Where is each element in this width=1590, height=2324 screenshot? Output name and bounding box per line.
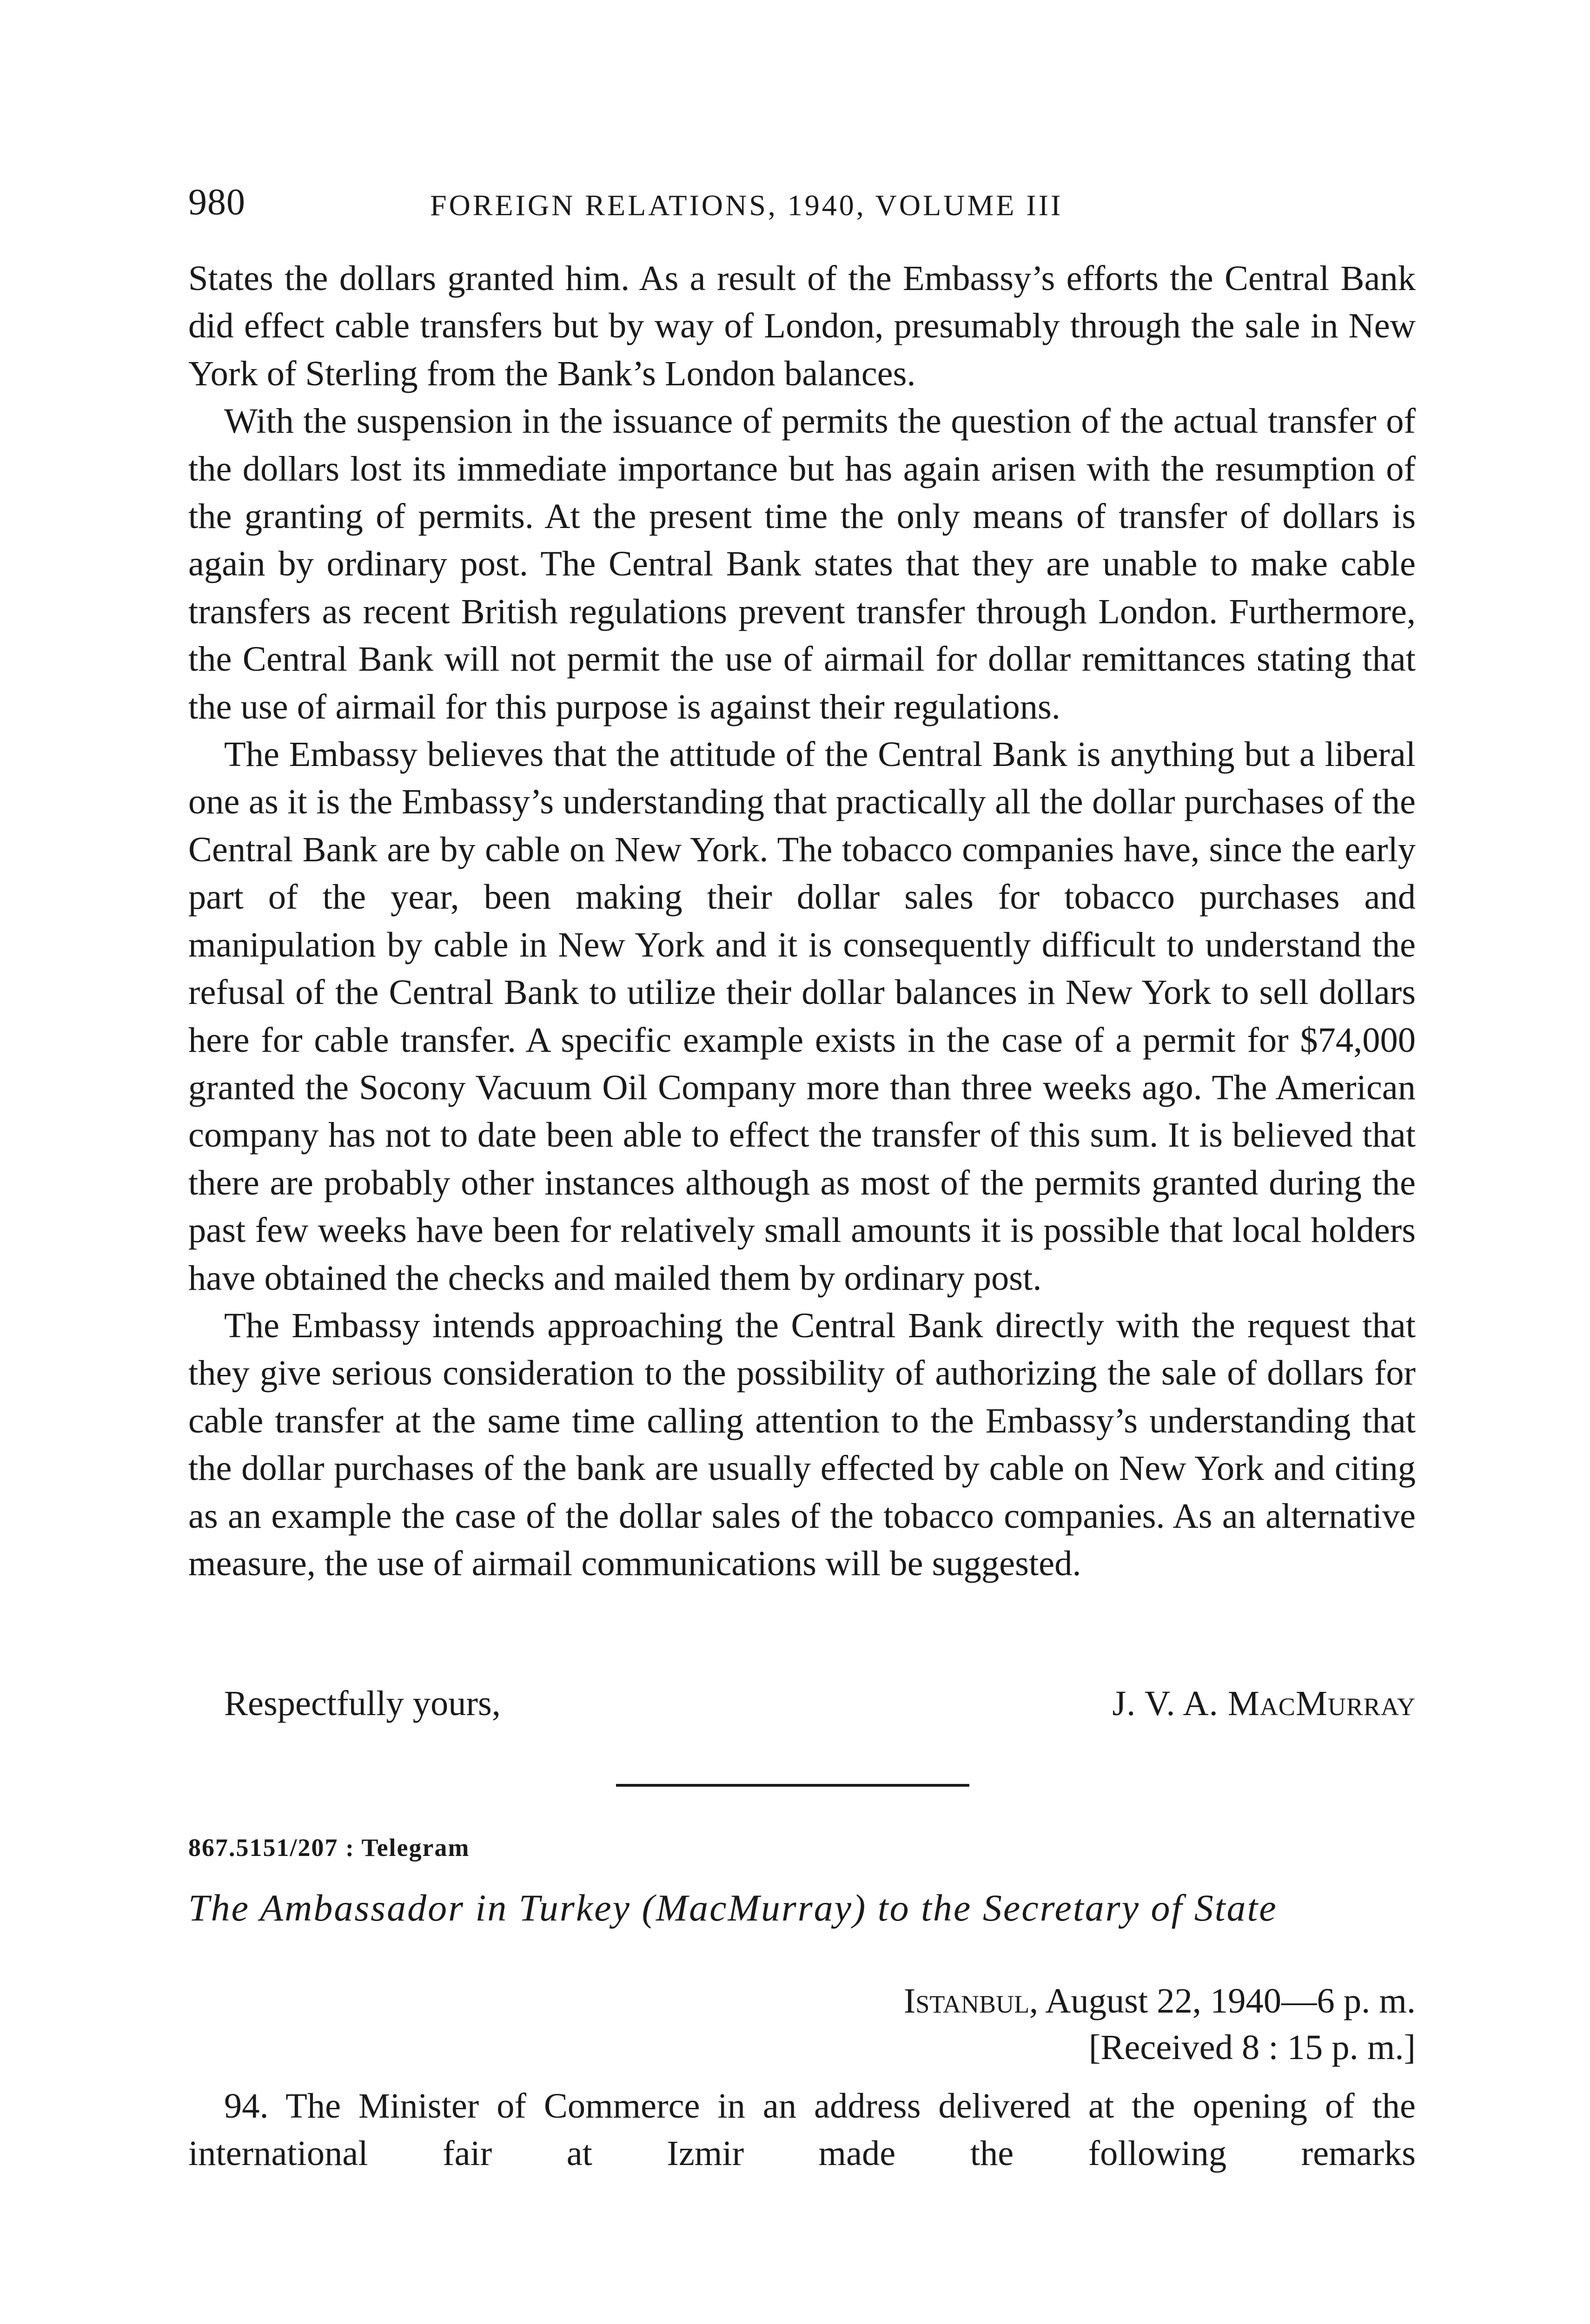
body-paragraph: The Embassy believes that the attitude of the Central Bank is anything but a liberal one as it is the Embassy’s understanding that practically all the dollar purchases of the Central Bank are by cable on New York. The tobacco companies have, since the early part of the year, been making their dollar sales for tobacco purchases and manipulation by cable in New York and it is consequently difficult to understand the refusal of the Central Bank to utilize their dollar balances in New York to sell dollars here for cable transfer. A specific example exists in the case of a permit for $74,000 granted the Socony Vacuum Oil Company more than three weeks ago. The American company has not to date been able to effect the transfer of this sum. It is believed that there are probably other instances although as most of the permits granted during the past few weeks have been for relatively small amounts it is possible that local holders have obtained the checks and mailed them by ordinary post. (188, 734, 1416, 1298)
page-number: 980 (188, 182, 245, 223)
dateline-date: August 22, 1940—6 p. m. (1045, 1981, 1416, 2020)
body-paragraph: The Embassy intends approaching the Central Bank directly with the request that they give serious consideration to the possibility of authorizing the sale of dollars for cable transfer at the same time calling attention to the Embassy’s understanding that the dollar purchases of the bank are usually effected by cable on New York and citing as an example the case of the dollar sales of the tobacco companies. As an alternative measure, the use of airmail communications will be suggested. (188, 1305, 1416, 1583)
dateline (904, 1978, 1416, 2071)
telegram-body (188, 2082, 1416, 2178)
section-divider (616, 1784, 969, 1787)
signature: J. V. A. MacMurray (1112, 1684, 1416, 1723)
body-paragraph: States the dollars granted him. As a result of the Embassy’s efforts the Central Bank did effect cable transfers but by way of London, presumably through the sale in New York of Sterling from the Bank’s London balances. (188, 258, 1416, 393)
body-paragraph: With the suspension in the issuance of permits the question of the actual transfer of the dollars lost its immediate importance but has again arisen with the resumption of the granting of permits. At the present time the only means of transfer of dollars is again by ordinary post. The Central Bank states that they are unable to make cable transfers as recent British regulations prevent transfer through London. Furthermore, the Central Bank will not permit the use of airmail for dollar remittances stating that the use of airmail for this purpose is against their regulations. (188, 401, 1416, 726)
running-head: FOREIGN RELATIONS, 1940, VOLUME III (430, 189, 1063, 222)
dateline-place: Istanbul, (903, 1981, 1039, 2020)
complimentary-close: Respectfully yours, (224, 1684, 501, 1723)
letter-closing (224, 1680, 1416, 1727)
letter-body (188, 255, 1416, 1587)
file-reference: 867.5151/207 : Telegram (188, 1834, 470, 1862)
page-header (188, 179, 1416, 235)
telegram-paragraph: 94. The Minister of Commerce in an address delivered at the opening of the international fair at Izmir made the following remarks (188, 2086, 1416, 2173)
dateline-sent (904, 1978, 1416, 2024)
document-title: The Ambassador in Turkey (MacMurray) to the Secretary of State (188, 1887, 1278, 1929)
dateline-received: [Received 8 : 15 p. m.] (1088, 2027, 1416, 2067)
